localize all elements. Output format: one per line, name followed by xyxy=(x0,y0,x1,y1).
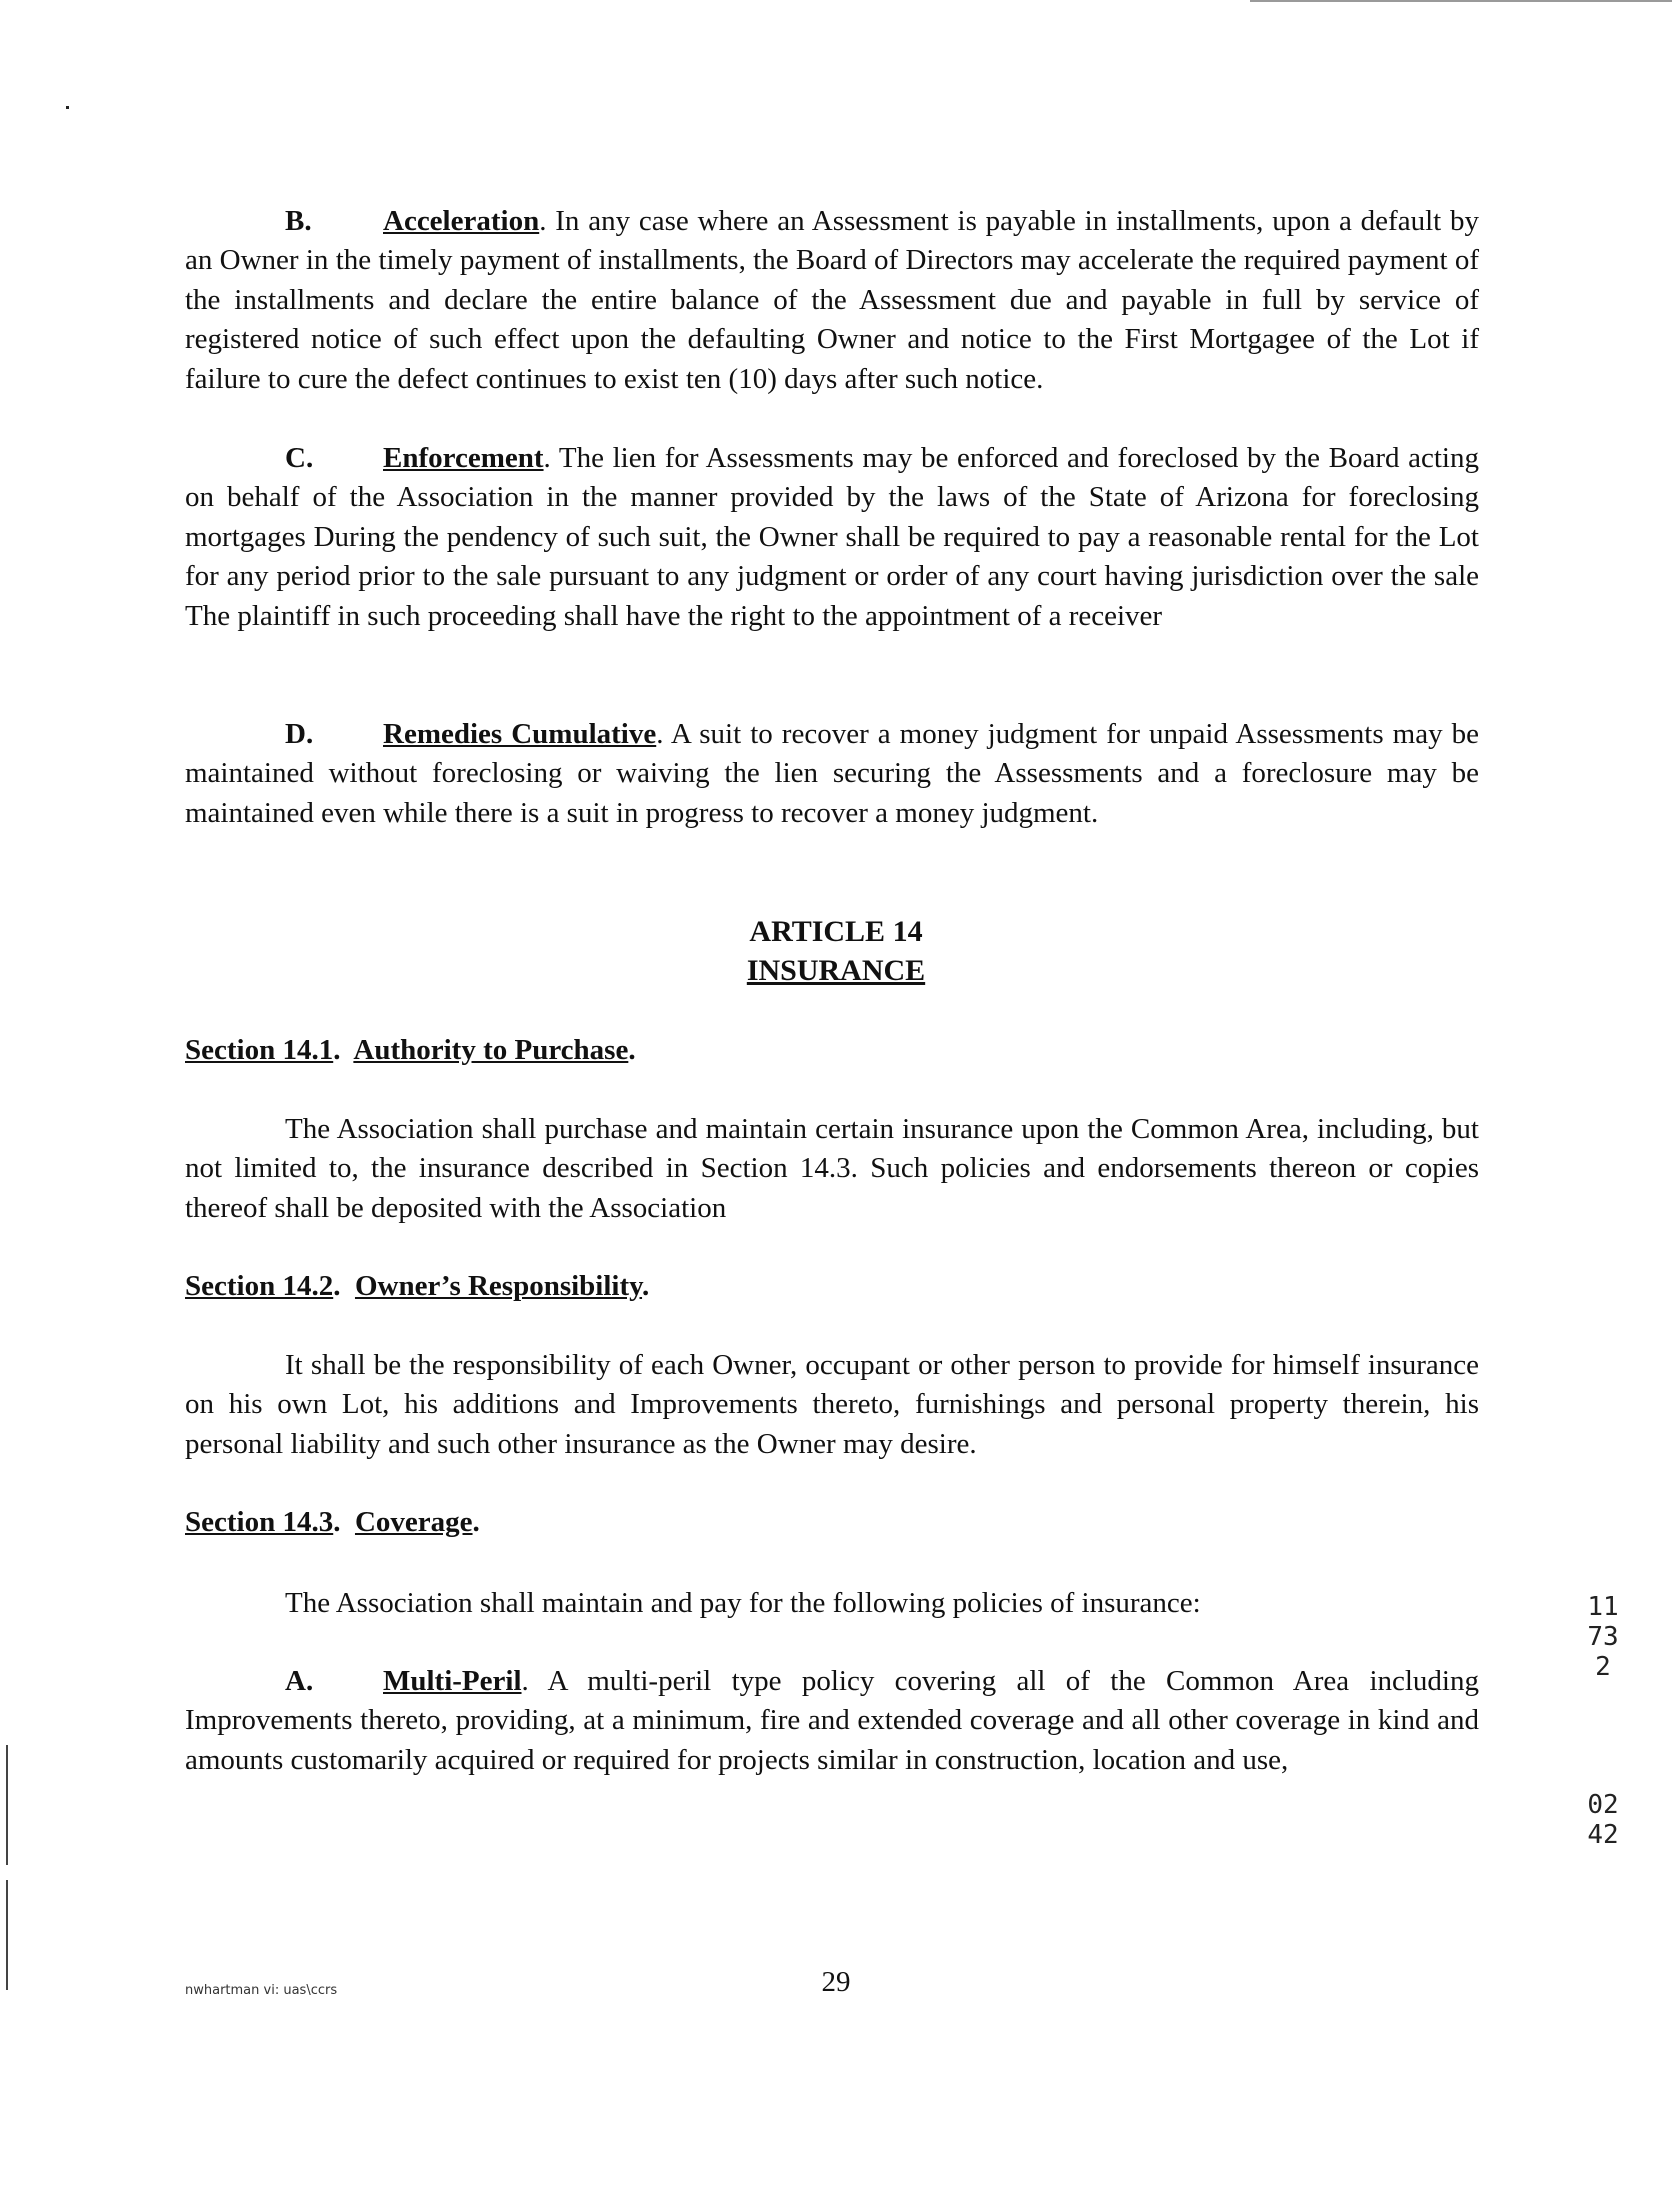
page-top-rule xyxy=(1250,0,1672,2)
item-text: . In any case where an Assessment is payable in installments, upon a default by an Owner in the timely payment of installments, the Board of Directors may accelerate the required payment of the installments and declare the entire balance of the Assessment due and payable in full by service of registered notice of such effect upon the defaulting Owner and notice to the First Mortgagee of the Lot if failure to cure the defect continues to exist ten (10) days after such notice. xyxy=(185,205,1479,395)
scan-speck xyxy=(66,106,69,109)
page-number: 29 xyxy=(821,1966,851,1998)
item-letter: A. xyxy=(285,1665,314,1697)
article-heading xyxy=(0,912,1672,990)
item-title: Multi-Peril xyxy=(383,1665,522,1697)
article-number: ARTICLE 14 xyxy=(749,915,923,948)
item-letter: C. xyxy=(285,442,314,474)
section-number: Section 14.1 xyxy=(185,1034,334,1066)
scan-margin-mark xyxy=(6,1745,8,1865)
item-title: Acceleration xyxy=(383,205,540,237)
article-title: INSURANCE xyxy=(746,954,926,987)
recording-number-top: 11732 xyxy=(1587,1592,1619,1682)
paragraph-enforcement xyxy=(185,439,1479,636)
item-title: Enforcement xyxy=(383,442,544,474)
paragraph-acceleration xyxy=(185,202,1479,399)
item-text: . The lien for Assessments may be enforced and foreclosed by the Board acting on behalf of the Association in the manner provided by the laws of the State of Arizona for foreclosing mortgages During the pendency of such suit, the Owner shall be required to pay a reasonable rental for the Lot for any period prior to the sale pursuant to any judgment or order of any court having jurisdiction over the sale The plaintiff in such proceeding shall have the right to the appointment of a receiver xyxy=(185,442,1479,632)
item-letter: B. xyxy=(285,205,312,237)
item-text: . A multi-peril type policy covering all of the Common Area including Improvements thereto, providing, at a minimum, fire and extended coverage and all other coverage in kind and amounts customarily acquired or required for projects similar in construction, location and use, xyxy=(185,1665,1479,1776)
section-14-1-heading: Section 14.1. Authority to Purchase. xyxy=(185,1034,636,1066)
section-14-2-heading: Section 14.2. Owner’s Responsibility. xyxy=(185,1270,650,1302)
recording-number-bottom: 0242 xyxy=(1587,1790,1619,1850)
section-title: Owner’s Responsibility xyxy=(354,1270,643,1302)
section-number: Section 14.2 xyxy=(185,1270,334,1302)
section-title: Coverage xyxy=(354,1506,473,1538)
section-14-2-text: It shall be the responsibility of each Owner, occupant or other person to provide for himself insurance on his own Lot, his additions and Improvements thereto, furnishings and personal property therein, his personal liability and such other insurance as the Owner may desire. xyxy=(185,1349,1479,1460)
section-14-3-heading: Section 14.3. Coverage. xyxy=(185,1506,480,1538)
footer-file-reference: nwhartman vi: uas\ccrs xyxy=(185,1983,338,1998)
item-title: Remedies Cumulative xyxy=(383,718,657,750)
section-14-3-intro: The Association shall maintain and pay for the following policies of insurance: xyxy=(285,1587,1201,1619)
paragraph-multi-peril xyxy=(185,1662,1479,1780)
item-letter: D. xyxy=(285,718,314,750)
item-text: . A suit to recover a money judgment for unpaid Assessments may be maintained without foreclosing or waiving the lien securing the Assessments and a foreclosure may be maintained even while there is a suit in progress to recover a money judgment. xyxy=(185,718,1479,829)
paragraph-remedies-cumulative xyxy=(185,715,1479,833)
section-title: Authority to Purchase xyxy=(353,1034,629,1066)
section-14-1-text: The Association shall purchase and maintain certain insurance upon the Common Area, including, but not limited to, the insurance described in Section 14.3. Such policies and endorsements thereon or copies thereof shall be deposited with the Association xyxy=(185,1113,1479,1224)
section-number: Section 14.3 xyxy=(185,1506,334,1538)
